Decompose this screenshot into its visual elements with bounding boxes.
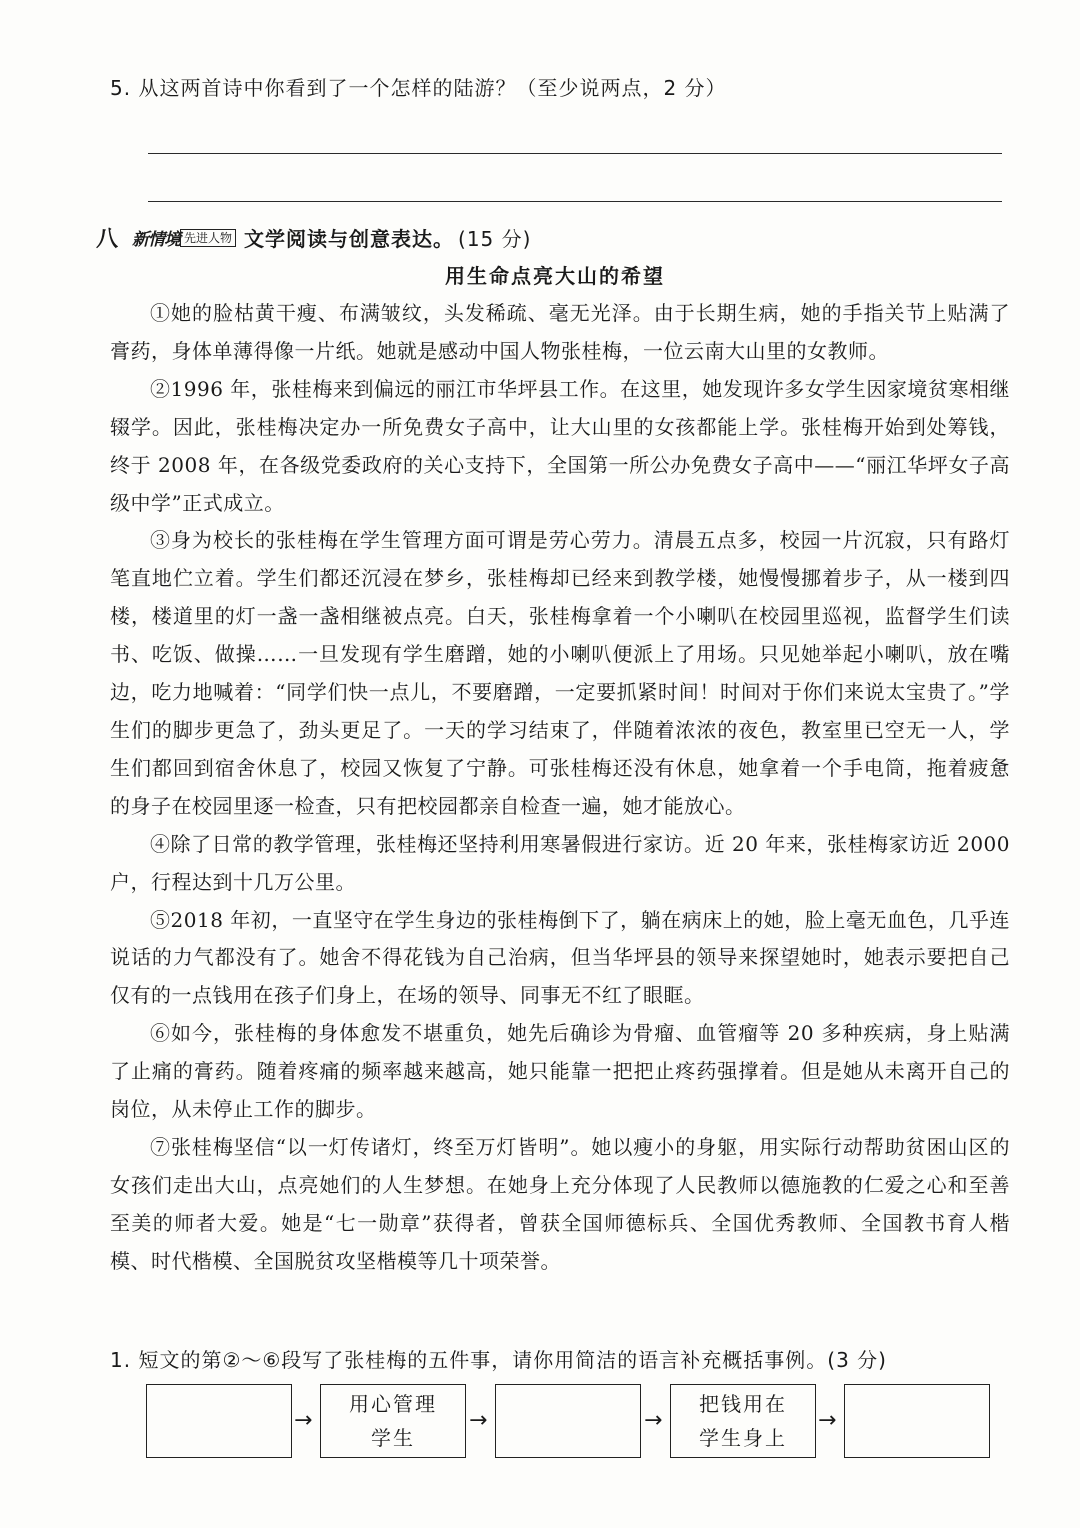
paragraph-2: ②1996 年，张桂梅来到偏远的丽江市华坪县工作。在这里，她发现许多女学生因家境贫寒相继辍学。因此，张桂梅决定办一所免费女子高中，让大山里的女孩都能上学。张桂梅开始到处筹钱，终于 2008 年，在各级党委政府的关心支持下，全国第一所公办免费女子高中——“丽江华坪女子高级中学”正式成立。: [110, 376, 1010, 515]
paragraph-4: ④除了日常的教学管理，张桂梅还坚持利用寒暑假进行家访。近 20 年来，张桂梅家访近 2000 户，行程达到十几万公里。: [110, 831, 1010, 894]
arrow-icon: →: [294, 1408, 313, 1433]
summary-flowchart: [0, 1384, 1080, 1464]
section-number: 八: [96, 227, 119, 252]
answer-box-5[interactable]: [844, 1384, 990, 1458]
paragraph-3: ③身为校长的张桂梅在学生管理方面可谓是劳心劳力。清晨五点多，校园一片沉寂，只有路灯笔直地伫立着。学生们都还沉浸在梦乡，张桂梅却已经来到教学楼，她慢慢挪着步子，从一楼到四楼，楼道里的灯一盏一盏相继被点亮。白天，张桂梅拿着一个小喇叭在校园里巡视，监督学生们读书、吃饭、做操……一旦发现有学生磨蹭，她的小喇叭便派上了用场。只见她举起小喇叭，放在嘴边，吃力地喊着：“同学们快一点儿，不要磨蹭，一定要抓紧时间！时间对于你们来说太宝贵了。”学生们的脚步更急了，劲头更足了。一天的学习结束了，伴随着浓浓的夜色，教室里已空无一人，学生们都回到宿舍休息了，校园又恢复了宁静。可张桂梅还没有休息，她拿着一个手电筒，拖着疲惫的身子在校园里逐一检查，只有把校园都亲自检查一遍，她才能放心。: [110, 528, 1010, 818]
new-context-tag: 新情境: [132, 230, 181, 250]
paragraph-6: ⑥如今，张桂梅的身体愈发不堪重负，她先后确诊为骨瘤、血管瘤等 20 多种疾病，身上贴满了止痛的膏药。随着疼痛的频率越来越高，她只能靠一把把止疼药强撑着。但是她从未离开自己的岗位，从未停止工作的脚步。: [110, 1021, 1010, 1122]
answer-box-1[interactable]: [146, 1384, 292, 1458]
section-title: 文学阅读与创意表达。: [244, 227, 455, 251]
question-5: 5. 从这两首诗中你看到了一个怎样的陆游？（至少说两点，2 分）: [110, 76, 727, 100]
section-score: (15 分): [458, 227, 532, 251]
section-heading: [96, 222, 531, 253]
example-box-text: 用心管理学生: [349, 1392, 437, 1450]
arrow-icon: →: [818, 1408, 837, 1433]
answer-line-1[interactable]: [148, 153, 1002, 154]
answer-box-3[interactable]: [495, 1384, 641, 1458]
example-box-text: 把钱用在学生身上: [699, 1392, 787, 1450]
tag-box: 先进人物: [180, 229, 236, 247]
passage: [110, 295, 1010, 1281]
question-1: 1. 短文的第②～⑥段写了张桂梅的五件事，请你用简洁的语言补充概括事例。(3 分): [110, 1348, 887, 1372]
example-box-money-for-students: [670, 1384, 816, 1458]
paragraph-5: ⑤2018 年初，一直坚守在学生身边的张桂梅倒下了，躺在病床上的她，脸上毫无血色，几乎连说话的力气都没有了。她舍不得花钱为自己治病，但当华坪县的领导来探望她时，她表示要把自己仅有的一点钱用在孩子们身上，在场的领导、同事无不红了眼眶。: [110, 907, 1010, 1008]
paragraph-1: ①她的脸枯黄干瘦、布满皱纹，头发稀疏、毫无光泽。由于长期生病，她的手指关节上贴满了膏药，身体单薄得像一片纸。她就是感动中国人物张桂梅，一位云南大山里的女教师。: [110, 301, 1010, 363]
example-box-manage-students: [320, 1384, 466, 1458]
passage-title: 用生命点亮大山的希望: [445, 264, 665, 288]
paragraph-7: ⑦张桂梅坚信“以一灯传诸灯，终至万灯皆明”。她以瘦小的身躯，用实际行动帮助贫困山区的女孩们走出大山，点亮她们的人生梦想。在她身上充分体现了人民教师以德施教的仁爱之心和至善至美的师者大爱。她是“七一勋章”获得者，曾获全国师德标兵、全国优秀教师、全国教书育人楷模、时代楷模、全国脱贫攻坚楷模等几十项荣誉。: [110, 1134, 1010, 1273]
arrow-icon: →: [469, 1408, 488, 1433]
answer-line-2[interactable]: [148, 201, 1002, 202]
arrow-icon: →: [644, 1408, 663, 1433]
